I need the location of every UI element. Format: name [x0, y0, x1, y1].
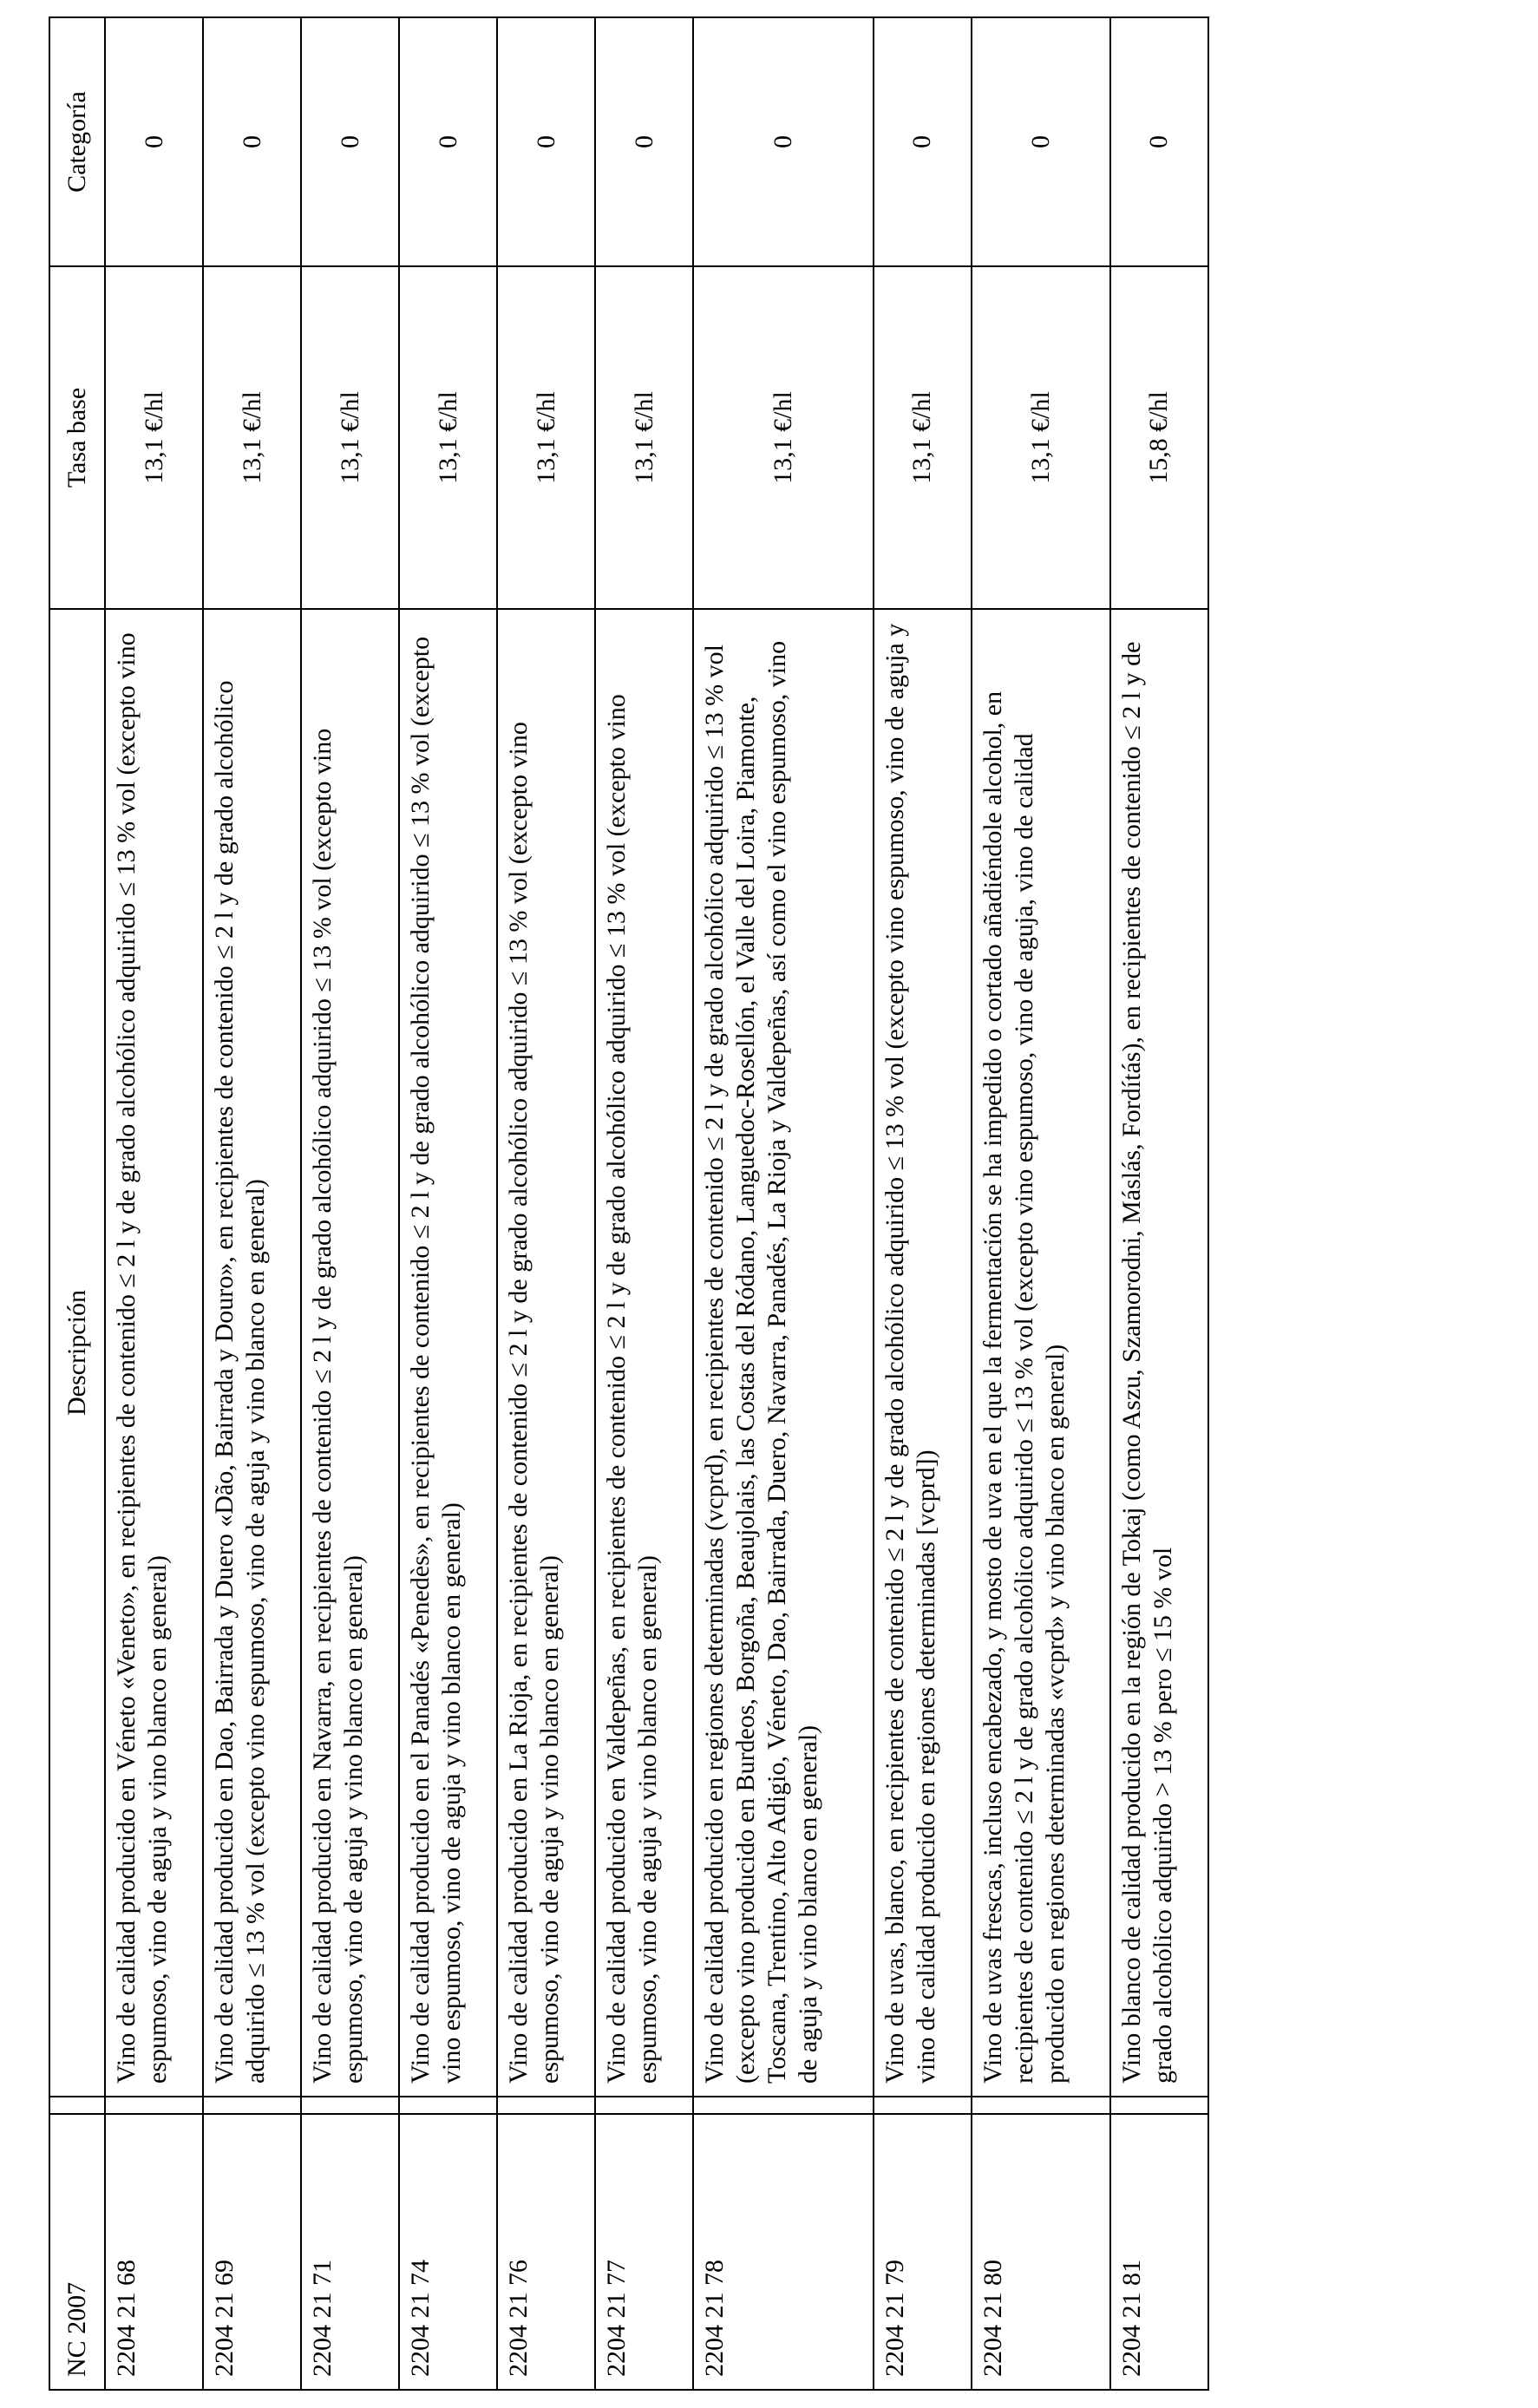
cell-category: 0: [105, 17, 203, 266]
cell-nc-code: 2204 21 80: [972, 2114, 1110, 2390]
cell-nc-code: 2204 21 71: [301, 2114, 399, 2390]
cell-base-rate: 13,1 €/hl: [595, 266, 693, 609]
table-row: [595, 17, 693, 2390]
table-row: [301, 17, 399, 2390]
cell-category: 0: [203, 17, 301, 266]
cell-category: 0: [497, 17, 595, 266]
cell-base-rate: 13,1 €/hl: [972, 266, 1110, 609]
rotated-page: [49, 18, 1209, 2391]
cell-category: 0: [399, 17, 497, 266]
cell-nc-code: 2204 21 76: [497, 2114, 595, 2390]
cell-nc-code: 2204 21 74: [399, 2114, 497, 2390]
table-row: [203, 17, 301, 2390]
cell-spacer: [203, 2097, 301, 2114]
cell-nc-code: 2204 21 81: [1110, 2114, 1208, 2390]
cell-spacer: [1110, 2097, 1208, 2114]
cell-base-rate: 13,1 €/hl: [203, 266, 301, 609]
cell-base-rate: 13,1 €/hl: [399, 266, 497, 609]
header-nc-2007: NC 2007: [49, 2114, 105, 2390]
cell-category: 0: [693, 17, 874, 266]
cell-spacer: [105, 2097, 203, 2114]
cell-spacer: [693, 2097, 874, 2114]
cell-spacer: [497, 2097, 595, 2114]
cell-category: 0: [1110, 17, 1208, 266]
table-header-row: [49, 17, 105, 2390]
cell-category: 0: [874, 17, 972, 266]
cell-nc-code: 2204 21 69: [203, 2114, 301, 2390]
table-row: [874, 17, 972, 2390]
cell-base-rate: 13,1 €/hl: [874, 266, 972, 609]
cell-description: Vino de calidad producido en Navarra, en recipientes de contenido ≤ 2 l y de grado alcohólico adquirido ≤ 13 % vol (excepto vino espumoso, vino de aguja y vino blanco en general): [301, 609, 399, 2097]
cell-description: Vino de calidad producido en el Panadés «Penedès», en recipientes de contenido ≤ 2 l y de grado alcohólico adquirido ≤ 13 % vol (excepto vino espumoso, vino de aguja y vino blanco en general): [399, 609, 497, 2097]
cell-category: 0: [972, 17, 1110, 266]
cell-description: Vino de uvas frescas, incluso encabezado, y mosto de uva en el que la fermentación se ha impedido o cortado añadiéndole alcohol, en recipientes de contenido ≤ 2 l y de grado alcohólico adquirido ≤ 13 % vol (excepto vino espumoso, vino de aguja, vino de calidad producido en regiones determinadas «vcprd» y vino blanco en general): [972, 609, 1110, 2097]
header-base-rate: Tasa base: [49, 266, 105, 609]
header-description: Descripción: [49, 609, 105, 2097]
cell-category: 0: [301, 17, 399, 266]
cell-base-rate: 13,1 €/hl: [105, 266, 203, 609]
cell-nc-code: 2204 21 79: [874, 2114, 972, 2390]
cell-description: Vino de calidad producido en Valdepeñas, en recipientes de contenido ≤ 2 l y de grado alcohólico adquirido ≤ 13 % vol (excepto vino espumoso, vino de aguja y vino blanco en general): [595, 609, 693, 2097]
table-row: [693, 17, 874, 2390]
tariff-table: [49, 16, 1209, 2391]
cell-spacer: [399, 2097, 497, 2114]
cell-description: Vino blanco de calidad producido en la región de Tokaj (como Aszu, Szamorodni, Máslás, Fordítás), en recipientes de contenido ≤ 2 l y de grado alcohólico adquirido > 13 % pero ≤ 15 % vol: [1110, 609, 1208, 2097]
cell-base-rate: 13,1 €/hl: [497, 266, 595, 609]
table-row: [497, 17, 595, 2390]
cell-description: Vino de calidad producido en La Rioja, en recipientes de contenido ≤ 2 l y de grado alcohólico adquirido ≤ 13 % vol (excepto vino espumoso, vino de aguja y vino blanco en general): [497, 609, 595, 2097]
table-row: [972, 17, 1110, 2390]
cell-base-rate: 13,1 €/hl: [693, 266, 874, 609]
cell-description: Vino de calidad producido en regiones determinadas (vcprd), en recipientes de contenido ≤ 2 l y de grado alcohólico adquirido ≤ 13 % vol (excepto vino producido en Burdeos, Borgoña, Beaujolais, las Costas del Ródano, Languedoc-Rosellón, el Valle del Loira, Piamonte, Toscana, Trentino, Alto Adigio, Véneto, Dao, Bairrada, Duero, Navarra, Panadés, La Rioja y Valdepeñas, así como el vino espumoso, vino de aguja y vino blanco en general): [693, 609, 874, 2097]
cell-base-rate: 13,1 €/hl: [301, 266, 399, 609]
cell-spacer: [972, 2097, 1110, 2114]
cell-category: 0: [595, 17, 693, 266]
table-row: [399, 17, 497, 2390]
cell-nc-code: 2204 21 77: [595, 2114, 693, 2390]
header-spacer: [49, 2097, 105, 2114]
cell-description: Vino de calidad producido en Dao, Bairrada y Duero «Dão, Bairrada y Douro», en recipientes de contenido ≤ 2 l y de grado alcohólico adquirido ≤ 13 % vol (excepto vino espumoso, vino de aguja y vino blanco en general): [203, 609, 301, 2097]
cell-spacer: [301, 2097, 399, 2114]
cell-description: Vino de calidad producido en Véneto «Veneto», en recipientes de contenido ≤ 2 l y de grado alcohólico adquirido ≤ 13 % vol (excepto vino espumoso, vino de aguja y vino blanco en general): [105, 609, 203, 2097]
cell-base-rate: 15,8 €/hl: [1110, 266, 1208, 609]
cell-nc-code: 2204 21 78: [693, 2114, 874, 2390]
cell-spacer: [595, 2097, 693, 2114]
table-row: [1110, 17, 1208, 2390]
cell-nc-code: 2204 21 68: [105, 2114, 203, 2390]
table-body: [105, 17, 1208, 2390]
table-row: [105, 17, 203, 2390]
cell-spacer: [874, 2097, 972, 2114]
cell-description: Vino de uvas, blanco, en recipientes de contenido ≤ 2 l y de grado alcohólico adquirido ≤ 13 % vol (excepto vino espumoso, vino de aguja y vino de calidad producido en regiones determinadas [vcprd]): [874, 609, 972, 2097]
header-category: Categoría: [49, 17, 105, 266]
